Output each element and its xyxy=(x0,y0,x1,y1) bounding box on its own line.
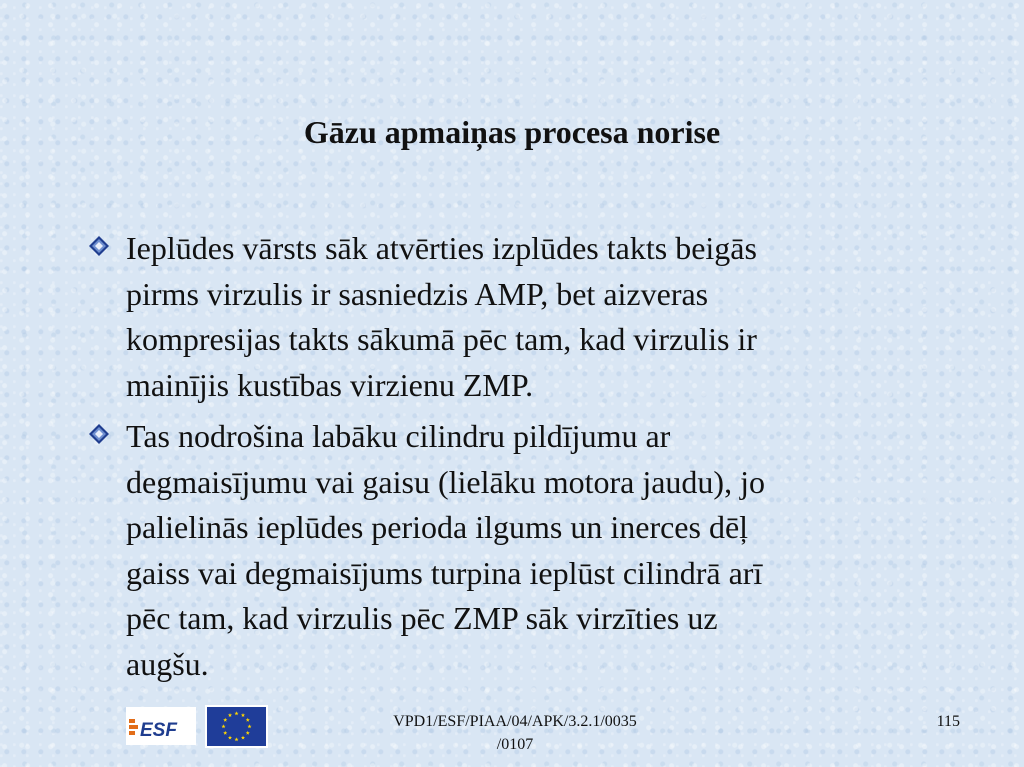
bullet-line: palielinās ieplūdes perioda ilgums un inerces dēļ xyxy=(126,509,749,545)
diamond-bullet-icon xyxy=(88,235,110,257)
footer-code-line: /0107 xyxy=(496,736,534,753)
bullet-line: pirms virzulis ir sasniedzis AMP, bet aizveras xyxy=(126,275,709,312)
bullet-line: augšu. xyxy=(126,645,209,682)
bullet-line: pēc tam, kad virzulis pēc ZMP sāk virzīties uz xyxy=(126,600,718,636)
diamond-bullet-icon xyxy=(88,423,110,445)
esf-logo-text: ESF xyxy=(140,720,177,741)
footer-project-code xyxy=(340,710,690,756)
eu-flag-icon xyxy=(205,705,268,748)
footer-code-line: VPD1/ESF/PIAA/04/APK/3.2.1/0035 xyxy=(393,713,637,730)
bullet-line: gaiss vai degmaisījums turpina ieplūst cilindrā arī xyxy=(126,554,763,591)
bullet-line: Ieplūdes vārsts sāk atvērties izplūdes takts beigās xyxy=(126,230,757,266)
page-number: 115 xyxy=(936,713,960,730)
bullet-line: kompresijas takts sākumā pēc tam, kad virzulis ir xyxy=(126,321,757,357)
esf-logo-icon xyxy=(126,707,196,745)
bullet-item xyxy=(84,226,944,408)
slide-title: Gāzu apmaiņas procesa norise xyxy=(303,114,721,150)
bullet-line: degmaisījumu vai gaisu (lielāku motora jaudu), jo xyxy=(126,463,765,500)
bullet-list xyxy=(84,226,944,693)
bullet-line: Tas nodrošina labāku cilindru pildījumu ar xyxy=(126,418,671,454)
bullet-line: mainījis kustības virzienu ZMP. xyxy=(126,366,534,403)
bullet-item xyxy=(84,414,944,687)
